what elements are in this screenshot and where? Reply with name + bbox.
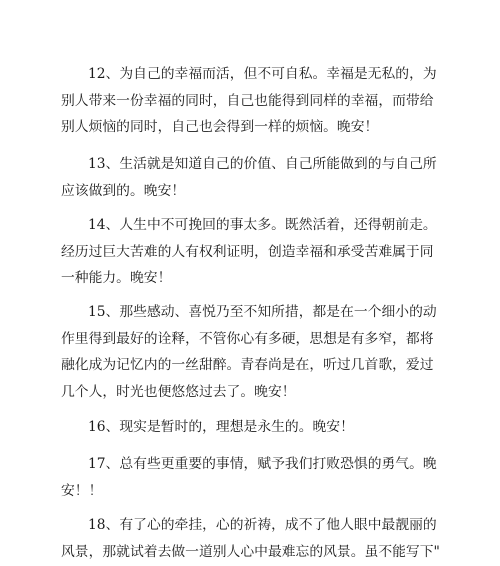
- text-line: 别人带来一份幸福的同时，自己也能得到同样的幸福，而带给: [61, 92, 434, 109]
- text-line: 几个人，时光也便悠悠过去了。晚安！: [61, 383, 296, 400]
- text-line: 经历过巨大苦难的人有权利证明，创造幸福和承受苦难属于同: [61, 243, 434, 260]
- text-line: 17、总有些更重要的事情，赋予我们打败恐惧的勇气。晚: [88, 456, 437, 472]
- text-line: 15、那些感动、喜悦乃至不知所措，都是在一个细小的动: [88, 304, 437, 320]
- text-line: 13、生活就是知道自己的价值、自己所能做到的与自己所: [88, 156, 437, 172]
- text-line: 18、有了心的牵挂，心的祈祷，成不了他人眼中最靓丽的: [88, 517, 437, 533]
- paragraph-16: [61, 414, 421, 441]
- text-line: 别人烦恼的同时，自己也会得到一样的烦恼。晚安！: [61, 119, 379, 135]
- text-line: 风景，那就试着去做一道别人心中最难忘的风景。虽不能写下": [61, 543, 440, 560]
- text-line: 16、现实是暂时的，理想是永生的。晚安！: [88, 419, 354, 435]
- text-line: 安！！: [61, 482, 103, 499]
- paragraph-15: [61, 299, 437, 405]
- text-line: 一种能力。晚安！: [61, 270, 172, 286]
- text-line: 14、人生中不可挽回的事太多。既然活着，还得朝前走。: [88, 217, 437, 233]
- text-line: 融化成为记忆内的一丝甜醉。青春尚是在，听过几首歌，爱过: [61, 357, 434, 373]
- paragraph-12: [61, 61, 437, 141]
- text-line: 作里得到最好的诠释，不管你心有多硬，思想是有多窄，都将: [61, 330, 434, 347]
- paragraph-18: [61, 512, 440, 565]
- paragraph-13: [61, 151, 437, 204]
- paragraph-14: [61, 212, 437, 292]
- paragraph-17: [61, 451, 437, 504]
- text-line: 12、为自己的幸福而活，但不可自私。幸福是无私的，为: [88, 66, 437, 82]
- text-line: 应该做到的。晚安！: [61, 182, 186, 199]
